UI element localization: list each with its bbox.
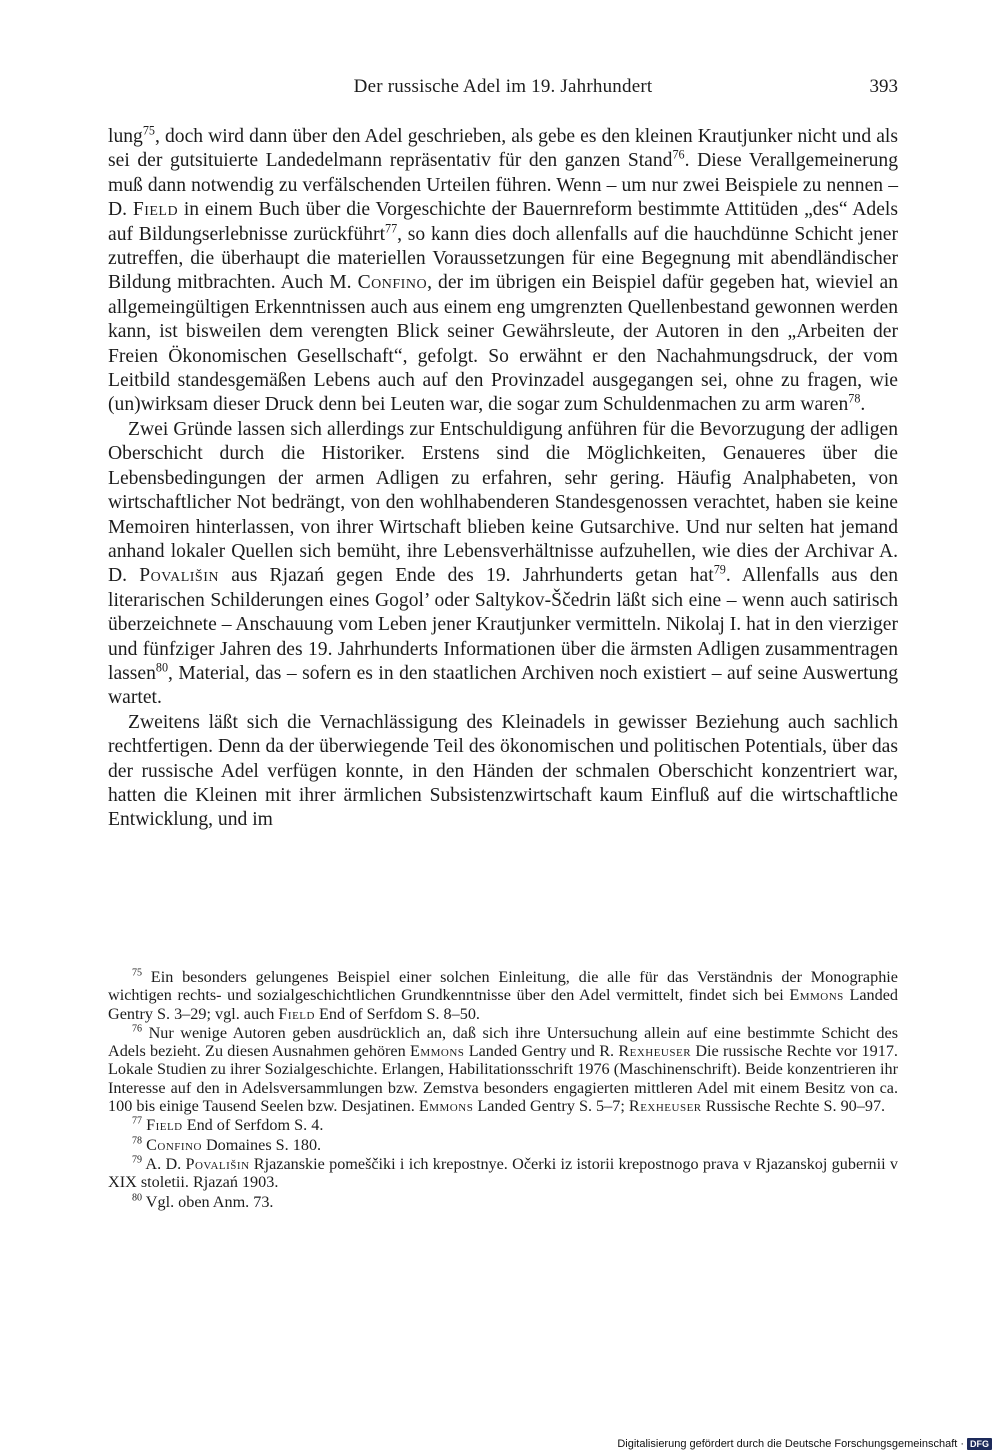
text-run: lung — [108, 126, 143, 147]
footnote-ref: 79 — [132, 1154, 143, 1166]
paragraph-3 — [108, 711, 898, 833]
text-run: , der im übrigen ein Beispiel dafür gegeben hat, wieviel an allgemeingültigen Erkenntnissen auch aus einem eng umgrenzten Quellenbestand gewonnen werden kann, ist bisweilen dem verengten Blick seiner Gewährsleute, der Autoren in den „Arbeiten der Freien Ökonomischen Gesellschaft“, gefolgt. So erwähnt er den Nachahmungsdruck, der vom Leitbild standesgemäßen Lebens auch auf den Provinzadel ausgegangen sei, ohne zu fragen, wie (un)wirksam dieser Druck denn bei Leuten war, die sogar zum Schuldenmachen zu arm waren — [108, 272, 898, 416]
text-run: Ein besonders gelungenes Beispiel einer solchen Einleitung, die alle für das Verständnis der Monographie wichtigen rechts- und sozialgeschichtlichen Grundkenntnisse über den Adel vermittelt, findet sich bei — [108, 968, 898, 1005]
paragraph-2 — [108, 418, 898, 711]
text-run: Domaines S. 180. — [201, 1135, 322, 1154]
footnote-ref: 79 — [713, 562, 726, 577]
text-run: , Material, das – sofern es in den staatlichen Archiven noch existiert – auf seine Auswertung wartet. — [108, 662, 898, 709]
author-name: Field — [132, 199, 179, 221]
text-run: A. D. — [142, 1154, 186, 1173]
author-name: Confino — [357, 272, 428, 294]
author-name: Field — [146, 1116, 183, 1135]
text-run: aus Rjazań gegen Ende des 19. Jahrhunderts getan hat — [218, 565, 714, 587]
footnote-ref: 80 — [155, 660, 169, 675]
footnote-77 — [108, 1116, 898, 1134]
text-run: End of Serfdom S. 4. — [182, 1116, 324, 1135]
author-name: Emmons — [789, 986, 844, 1005]
digitization-footer: Digitalisierung gefördert durch die Deutsche Forschungsgemeinschaft · DFG — [617, 1438, 992, 1450]
footnote-78 — [108, 1136, 898, 1154]
footnote-ref: 78 — [848, 391, 861, 406]
text-run: Russische Rechte S. 90–97. — [701, 1097, 886, 1116]
dfg-logo-icon: DFG — [967, 1438, 992, 1450]
footer-text: Digitalisierung gefördert durch die Deutsche Forschungsgemeinschaft — [617, 1438, 958, 1450]
author-name: Field — [278, 1004, 315, 1023]
text-run: . Allenfalls aus den literarischen Schilderungen eines Gogol’ oder Saltykov-Ščedrin läßt sich eine – wenn auch satirisch überzeichnete – Anschauung vom Leben jener Krautjunker vermitteln. Nikolaj I. hat in den vierziger und fünfziger Jahren des 19. Jahrhunderts Informationen über die ärmsten Adligen zusammentragen lassen — [108, 565, 898, 684]
text-run: in einem Buch über die Vorgeschichte der Bauernreform bestimmte Attitüden „des“ Adels auf Bildungserlebnisse zurückführt — [108, 199, 898, 245]
text-run: Landed Gentry S. 5–7; — [473, 1097, 629, 1116]
footnote-ref: 78 — [132, 1135, 143, 1147]
footnotes — [108, 968, 898, 1212]
footnote-ref: 76 — [672, 147, 685, 162]
text-run: Die russische Rechte vor 1917. Lokale Studien zu ihrer Sozialgeschichte. Erlangen, Habilitationsschrift 1976 (Maschinenschrift). Beide konzentrieren ihr Interesse auf den in Adelsversammlungen bzw. Zemstva besonders engagierten mittleren Adel mit einem Besitz von ca. 100 bis einige Tausend Seelen bzw. Desjatinen. — [108, 1042, 898, 1116]
paragraph-1 — [108, 125, 898, 418]
text-run: Landed Gentry und R. — [464, 1042, 619, 1061]
text-run: Zwei Gründe lassen sich allerdings zur Entschuldigung anführen für die Bevorzugung der adligen Oberschicht durch die Historiker. Erstens sind die Möglichkeiten, Genaueres über die Lebensbedingungen der armen Adligen zu erfahren, sehr gering. Häufig Analphabeten, von wirtschaftlicher Not bedrängt, von den wohlhabenderen Standesgenossen verachtet, haben sie keine Memoiren hinterlassen, von ihrer Wirtschaft blieben keine Gutsarchive. Und nur selten hat jemand anhand lokaler Quellen sich bemüht, ihre Lebensverhältnisse aufzuhellen, wie dies der Archivar A. D. — [108, 418, 898, 587]
footnote-79 — [108, 1155, 898, 1192]
author-name: Rexheuser — [628, 1097, 702, 1116]
text-run: . Diese Verallgemeinerung muß dann notwendig zu verfälschenden Urteilen führen. Wenn – um nur zwei Beispiele zu nennen – D. — [108, 150, 898, 221]
running-header — [108, 76, 898, 106]
author-name: Confino — [146, 1135, 202, 1154]
footnote-ref: 75 — [142, 123, 155, 138]
text-run: , doch wird dann über den Adel geschrieben, als gebe es den kleinen Krautjunker nicht und als sei der gutsituierte Landedelmann repräsentativ für den ganzen Stand — [108, 126, 898, 172]
author-name: Rexheuser — [618, 1042, 692, 1061]
text-run: Vgl. oben Anm. 73. — [142, 1192, 274, 1211]
running-title: Der russische Adel im 19. Jahrhundert — [353, 76, 653, 97]
footnote-ref: 76 — [132, 1023, 143, 1035]
main-text — [108, 125, 898, 833]
footnote-ref: 75 — [132, 967, 143, 979]
footnote-ref: 77 — [132, 1115, 143, 1127]
footnote-ref: 80 — [132, 1192, 143, 1204]
text-run: Rjazanskie pomeščiki i ich krepostnye. Očerki iz istorii krepostnogo prava v Rjazanskoj gubernii v XIX stoletii. Rjazań 1903. — [108, 1154, 898, 1192]
footnote-80 — [108, 1193, 898, 1211]
author-name: Povališin — [139, 565, 219, 587]
page-number: 393 — [869, 76, 898, 97]
text-run: . — [860, 394, 866, 416]
text-run: Landed Gentry S. 3–29; vgl. auch — [108, 986, 898, 1023]
footnote-75 — [108, 968, 898, 1023]
text-run: Zweitens läßt sich die Vernachlässigung des Kleinadels in gewisser Beziehung auch sachlich rechtfertigen. Denn da der überwiegende Teil des ökonomischen und politischen Potentials, über das der russische Adel verfügen konnte, in den Händen der schmalen Oberschicht konzentriert war, hatten die Kleinen mit ihrer ärmlichen Subsistenzwirtschaft kaum Einfluß auf die wirtschaftliche Entwicklung, und im — [108, 711, 898, 831]
author-name: Povališin — [185, 1154, 250, 1173]
footnote-76 — [108, 1024, 898, 1115]
text-run: Nur wenige Autoren geben ausdrücklich an, daß sich ihre Untersuchung allein auf eine bestimmte Schicht des Adels bezieht. Zu diesen Ausnahmen gehören — [108, 1023, 898, 1061]
text-run: End of Serfdom S. 8–50. — [314, 1004, 480, 1023]
author-name: Emmons — [418, 1097, 474, 1116]
author-name: Emmons — [409, 1042, 465, 1061]
footnote-ref: 77 — [385, 221, 398, 236]
text-run: , so kann dies doch allenfalls auf die hauchdünne Schicht jener zutreffen, die überhaupt die materiellen Voraussetzungen für eine Begegnung mit abendländischer Bildung mitbrachten. Auch M. — [108, 223, 898, 294]
